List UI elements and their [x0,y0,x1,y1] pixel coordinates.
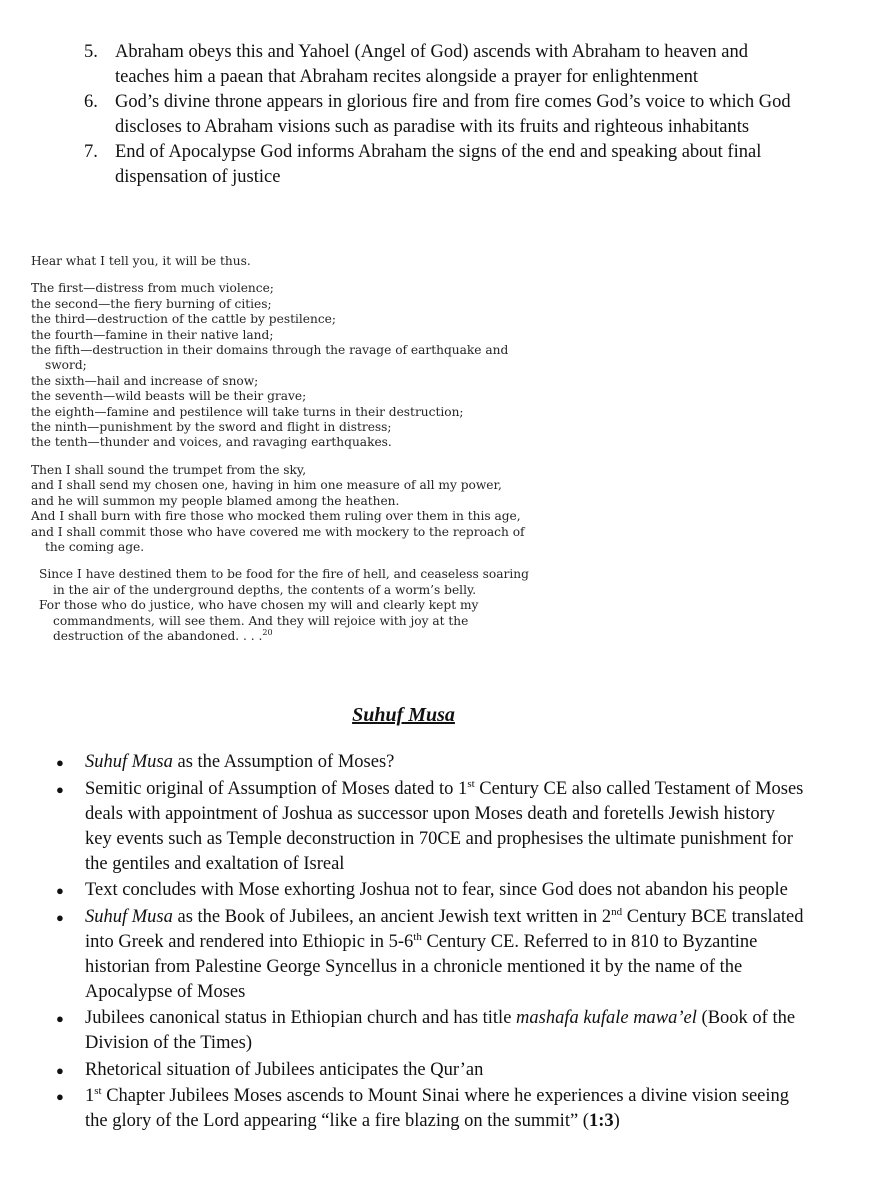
bullet-item: ● 1st Chapter Jubilees Moses ascends to Mount Sinai where he experiences a divine vision seeing the glory of the Lord appearing “like a fire blazing on the summit” (1:3) [56,1084,804,1134]
bullet-item: ● Text concludes with Mose exhorting Joshua not to fear, since God does not abandon his people [56,878,804,903]
quote-line: and he will summon my people blamed among the heathen. [31,493,400,508]
quote-line: the eighth—famine and pestilence will take turns in their destruction; [31,404,464,419]
bullet-icon: ● [56,781,64,797]
quoted-passage [31,254,531,644]
quote-line: Then I shall sound the trumpet from the sky, [31,462,307,477]
list-item [84,140,804,190]
quote-line: Since I have destined them to be food for the fire of hell, and ceaseless soaring in the air of the underground depths, the contents of a worm’s belly. [39,567,529,597]
list-item [84,90,804,140]
plague-list [31,281,531,450]
quote-line-text: For those who do justice, who have chosen my will and clearly kept my commandments, will see them. And they will rejoice with joy at the destruction of the abandoned. . . . [39,598,479,643]
quote-line: The first—distress from much violence; [31,281,274,296]
quote-line: the fourth—famine in their native land; [31,327,274,342]
italic-title: Suhuf Musa [85,752,173,772]
trumpet-stanza [31,463,531,555]
bullet-icon: ● [56,883,64,898]
list-text: End of Apocalypse God informs Abraham the signs of the end and speaking about final dispensation of justice [115,142,762,187]
section-heading: Suhuf Musa [352,704,455,726]
bullet-list [56,750,804,1136]
bullet-item: ● Rhetorical situation of Jubilees anticipates the Qur’an [56,1058,804,1083]
quote-line: the seventh—wild beasts will be their grave; [31,389,307,404]
list-text: Abraham obeys this and Yahoel (Angel of God) ascends with Abraham to heaven and teaches him a paean that Abraham recites alongside a prayer for enlightenment [115,42,748,87]
footnote-marker: 20 [262,627,273,637]
quote-line [39,598,531,644]
destiny-stanza [31,567,531,644]
quote-line: the sixth—hail and increase of snow; [31,373,259,388]
quote-line: the second—the fiery burning of cities; [31,296,272,311]
list-number: 6. [84,92,98,112]
list-number: 5. [84,42,98,62]
bullet-icon: ● [56,1062,64,1078]
bullet-item: ● Semitic original of Assumption of Moses dated to 1st Century CE also called Testament of Moses deals with appointment of Joshua as successor upon Moses death and foretells Jewish history key events such as Temple deconstruction in 70CE and prophesises the ultimate punishment for the gentiles and exaltation of Isreal [56,777,804,877]
bullet-icon: ● [56,1089,64,1104]
quote-line: the third—destruction of the cattle by pestilence; [31,312,336,327]
italic-title: Suhuf Musa [85,906,173,927]
bullet-item: ● Jubilees canonical status in Ethiopian church and has title mashafa kufale mawa’el (Book of the Division of the Times) [56,1006,804,1056]
bullet-icon: ● [56,1011,64,1026]
quote-intro: Hear what I tell you, it will be thus. [31,254,251,268]
italic-title: mashafa kufale mawa’el [516,1008,697,1028]
quote-line: and I shall send my chosen one, having in him one measure of all my power, [31,478,502,493]
quote-line: the fifth—destruction in their domains through the ravage of earthquake and sword; [31,343,509,373]
numbered-list [84,40,804,190]
bullet-item: ● Suhuf Musa as the Book of Jubilees, an ancient Jewish text written in 2nd Century BCE translated into Greek and rendered into Ethiopic in 5-6th Century CE. Referred to in 810 to Byzantine historian from Palestine George Syncellus in a chronicle mentioned it by the name of the Apocalypse of Moses [56,905,804,1005]
list-number: 7. [84,142,98,162]
list-item [84,40,804,90]
quote-line: the ninth—punishment by the sword and flight in distress; [31,420,392,435]
quote-line: the tenth—thunder and voices, and ravaging earthquakes. [31,435,392,450]
list-text: God’s divine throne appears in glorious fire and from fire comes God’s voice to which God discloses to Abraham visions such as paradise with its fruits and righteous inhabitants [115,92,791,137]
quote-line: And I shall burn with fire those who mocked them ruling over them in this age, [31,509,521,524]
bullet-icon: ● [56,909,64,925]
quote-line: and I shall commit those who have covered me with mockery to the reproach of the coming age. [31,524,525,554]
bullet-icon: ● [56,755,64,770]
verse-reference: 1:3 [588,1111,614,1131]
bullet-item: ● Suhuf Musa as the Assumption of Moses? [56,750,804,775]
